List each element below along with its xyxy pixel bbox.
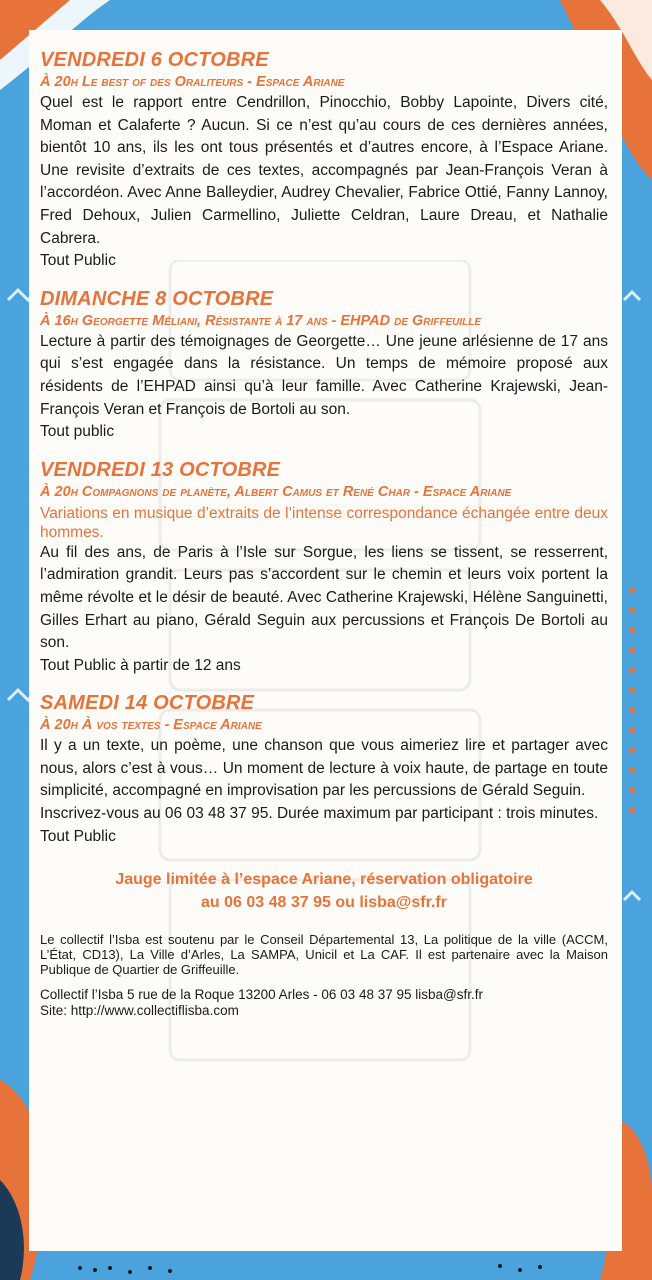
event-audience: Tout public [40,423,115,441]
event-audience: Tout Public [40,827,116,845]
event-day: VENDREDI 13 OCTOBRE [40,458,281,481]
event-subtitle: À 20h Le best of des Oraliteurs - Espace Ariane [40,74,345,90]
event-day: SAMEDI 14 OCTOBRE [40,692,255,715]
notice-line-2: au 06 03 48 37 95 ou lisba@sfr.fr [201,894,447,912]
event-item [40,458,608,678]
event-subtitle: À 20h À vos textes - Espace Ariane [40,717,262,734]
contact-address: Collectif l’Isba 5 rue de la Roque 13200 Arles - 06 03 48 37 95 lisba@sfr.fr [40,987,483,1003]
event-audience: Tout Public à partir de 12 ans [40,656,241,674]
event-audience: Tout Public [40,252,116,270]
event-lede: Variations en musique d’extraits de l’intense correspondance échangée entre deux hommes. [40,504,608,541]
website-link[interactable]: Site: http://www.collectiflisba.com [40,1003,239,1019]
reservation-notice [40,868,608,914]
event-description: Lecture à partir des témoignages de Georgette… Une jeune arlésienne de 17 ans qui s’est engagée dans la résistance. Un temps de mémoire proposé aux résidents de l’EHPAD ainsi qu’à leur famille. Avec Catherine Krajewski, Jean-François Veran et François de Bortoli au son. [40,332,608,418]
support-text: Le collectif l’Isba est soutenu par le Conseil Départemental 13, La politique de la ville (ACCM, L’État, CD13), La Ville d’Arles, La SAMPA, Unicil et La CAF. Il est partenaire avec la Maison Publique de Quartier de Griffeuille. [40,932,608,978]
event-item [40,691,608,848]
event-description: Quel est le rapport entre Cendrillon, Pinocchio, Bobby Lapointe, Divers cité, Moman et Calaferte ? Aucun. Si ce n’est qu’au cours de ces dernières années, bientôt 10 ans, ils les ont tous présentés et d’autres encore, à l’Espace Ariane. Une revisite d’extraits de ces textes, accompagnés par Jean-François Veran à l’accordéon. Avec Anne Balleydier, Audrey Chevalier, Fabrice Ottié, Fanny Lannoy, Fred Dehoux, Julien Carmellino, Juliette Celdran, Laure Dreau, et Nathalie Cabrera. [40,94,608,247]
event-description: Il y a un texte, un poème, une chanson que vous aimeriez lire et partager avec nous, alors c’est à vous… Un moment de lecture à voix haute, de partage en toute simplicité, accompagné en improvisation par les percussions de Gérald Seguin. [40,737,608,800]
event-item [40,287,608,444]
event-day: VENDREDI 6 OCTOBRE [40,49,269,71]
event-day: DIMANCHE 8 OCTOBRE [40,287,274,310]
event-item [40,48,608,273]
notice-line-1: Jauge limitée à l’espace Ariane, réservation obligatoire [115,871,533,889]
event-registration: Inscrivez-vous au 06 03 48 37 95. Durée maximum par participant : trois minutes. [40,805,599,823]
program-content [40,48,608,1019]
event-description: Au fil des ans, de Paris à l’Isle sur Sorgue, les liens se tissent, se resserrent, l’admiration grandit. Leurs pas s’accordent sur le chemin et leurs voix portent la même révolte et le désir de beauté. Avec Catherine Krajewski, Hélène Sanguinetti, Gilles Erhart au piano, Gérald Seguin aux percussions et François De Bortoli au son. [40,543,608,652]
event-subtitle: À 16h Georgette Méliani, Résistante à 17 ans - EHPAD de Griffeuille [40,312,482,329]
event-subtitle: À 20h Compagnons de planète, Albert Camus et René Char - Espace Ariane [40,483,512,500]
